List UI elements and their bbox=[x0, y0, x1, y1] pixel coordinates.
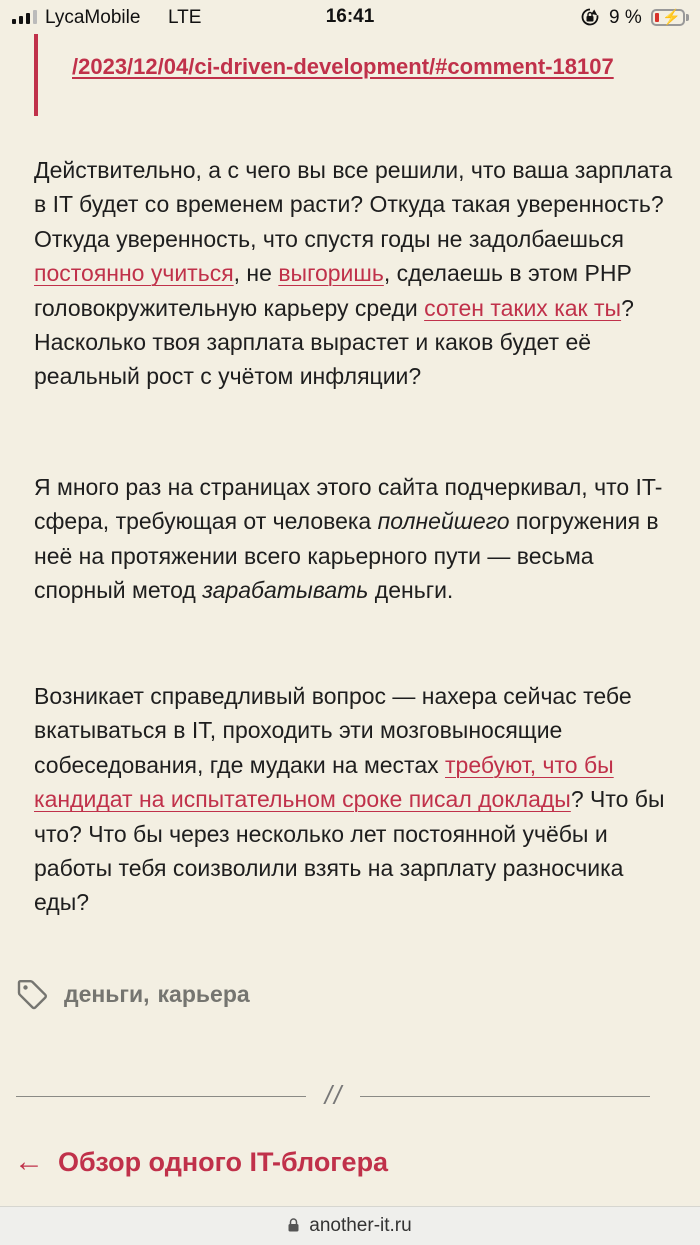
text-span: ? Что бы что? Что бы через несколько лет постоянной учёбы и работы тебя соизволили взять на зарплату разносчика еды? bbox=[34, 786, 665, 916]
text-span: ? Насколько твоя зарплата вырастет и каков будет её реальный рост с учётом инфляции? bbox=[34, 294, 634, 390]
url-domain: another-it.ru bbox=[309, 1215, 412, 1236]
emphasis-text: зарабатывать bbox=[202, 577, 369, 604]
battery-tip bbox=[686, 14, 689, 21]
battery-percent: 9 % bbox=[609, 7, 642, 28]
carrier-name: LycaMobile bbox=[45, 7, 141, 28]
link-constantly-learn[interactable]: постоянно учиться bbox=[34, 260, 234, 287]
paragraph-2 bbox=[34, 470, 674, 608]
tag-icon bbox=[16, 978, 48, 1010]
text-span: погружения в неё на протяжении всего карьерного пути — весьма спорный метод bbox=[34, 508, 659, 604]
text-span: Я много раз на страницах этого сайта подчеркивал, что IT-сфера, требующая от человека bbox=[34, 474, 663, 535]
link-hundreds-like-you[interactable]: сотен таких как ты bbox=[424, 294, 622, 321]
paragraph-3 bbox=[34, 679, 674, 920]
comment-blockquote bbox=[34, 34, 614, 116]
text-span: , сделаешь в этом PHP головокружительную карьеру среди bbox=[34, 260, 632, 321]
left-arrow-icon: ← bbox=[14, 1145, 44, 1178]
text-span: Возникает справедливый вопрос — нахера сейчас тебе вкатываться в IT, проходить эти мозговыносящие собеседования, где мудаки на местах bbox=[34, 683, 632, 778]
link-candidates-reports[interactable]: требуют, что бы кандидат на испытательном сроке писал доклады bbox=[34, 751, 614, 813]
previous-post-link[interactable] bbox=[14, 1145, 388, 1179]
comment-link[interactable]: /2023/12/04/ci-driven-development/#comment-18107 bbox=[72, 54, 614, 79]
emphasis-text: полнейшего bbox=[377, 508, 510, 535]
tag-career[interactable]: карьера bbox=[157, 980, 250, 1007]
status-bar bbox=[0, 0, 700, 36]
tag-separator: , bbox=[143, 980, 150, 1007]
rotation-lock-icon bbox=[580, 7, 600, 33]
browser-url-bar[interactable] bbox=[0, 1206, 700, 1245]
lock-icon bbox=[288, 1218, 299, 1232]
divider-line bbox=[360, 1096, 650, 1097]
text-span: Действительно, а с чего вы все решили, что ваша зарплата в IT будет со временем расти? Откуда такая уверенность? Откуда уверенность, что спустя годы не задолбаешься bbox=[34, 157, 673, 252]
tag-money[interactable]: деньги bbox=[64, 980, 144, 1007]
battery-charging-icon: ⚡ bbox=[651, 9, 685, 26]
link-burnout[interactable]: выгоришь bbox=[278, 260, 384, 287]
paragraph-1 bbox=[34, 153, 674, 394]
divider-line bbox=[16, 1096, 306, 1097]
text-span: , не bbox=[233, 260, 279, 287]
previous-post-title: Обзор одного IT-блогера bbox=[58, 1147, 389, 1177]
network-type: LTE bbox=[168, 7, 202, 28]
section-divider bbox=[16, 1080, 650, 1112]
text-span: деньги. bbox=[368, 577, 454, 604]
clock: 16:41 bbox=[325, 6, 375, 27]
divider-mark: // bbox=[324, 1080, 344, 1110]
post-tags bbox=[16, 974, 250, 1014]
